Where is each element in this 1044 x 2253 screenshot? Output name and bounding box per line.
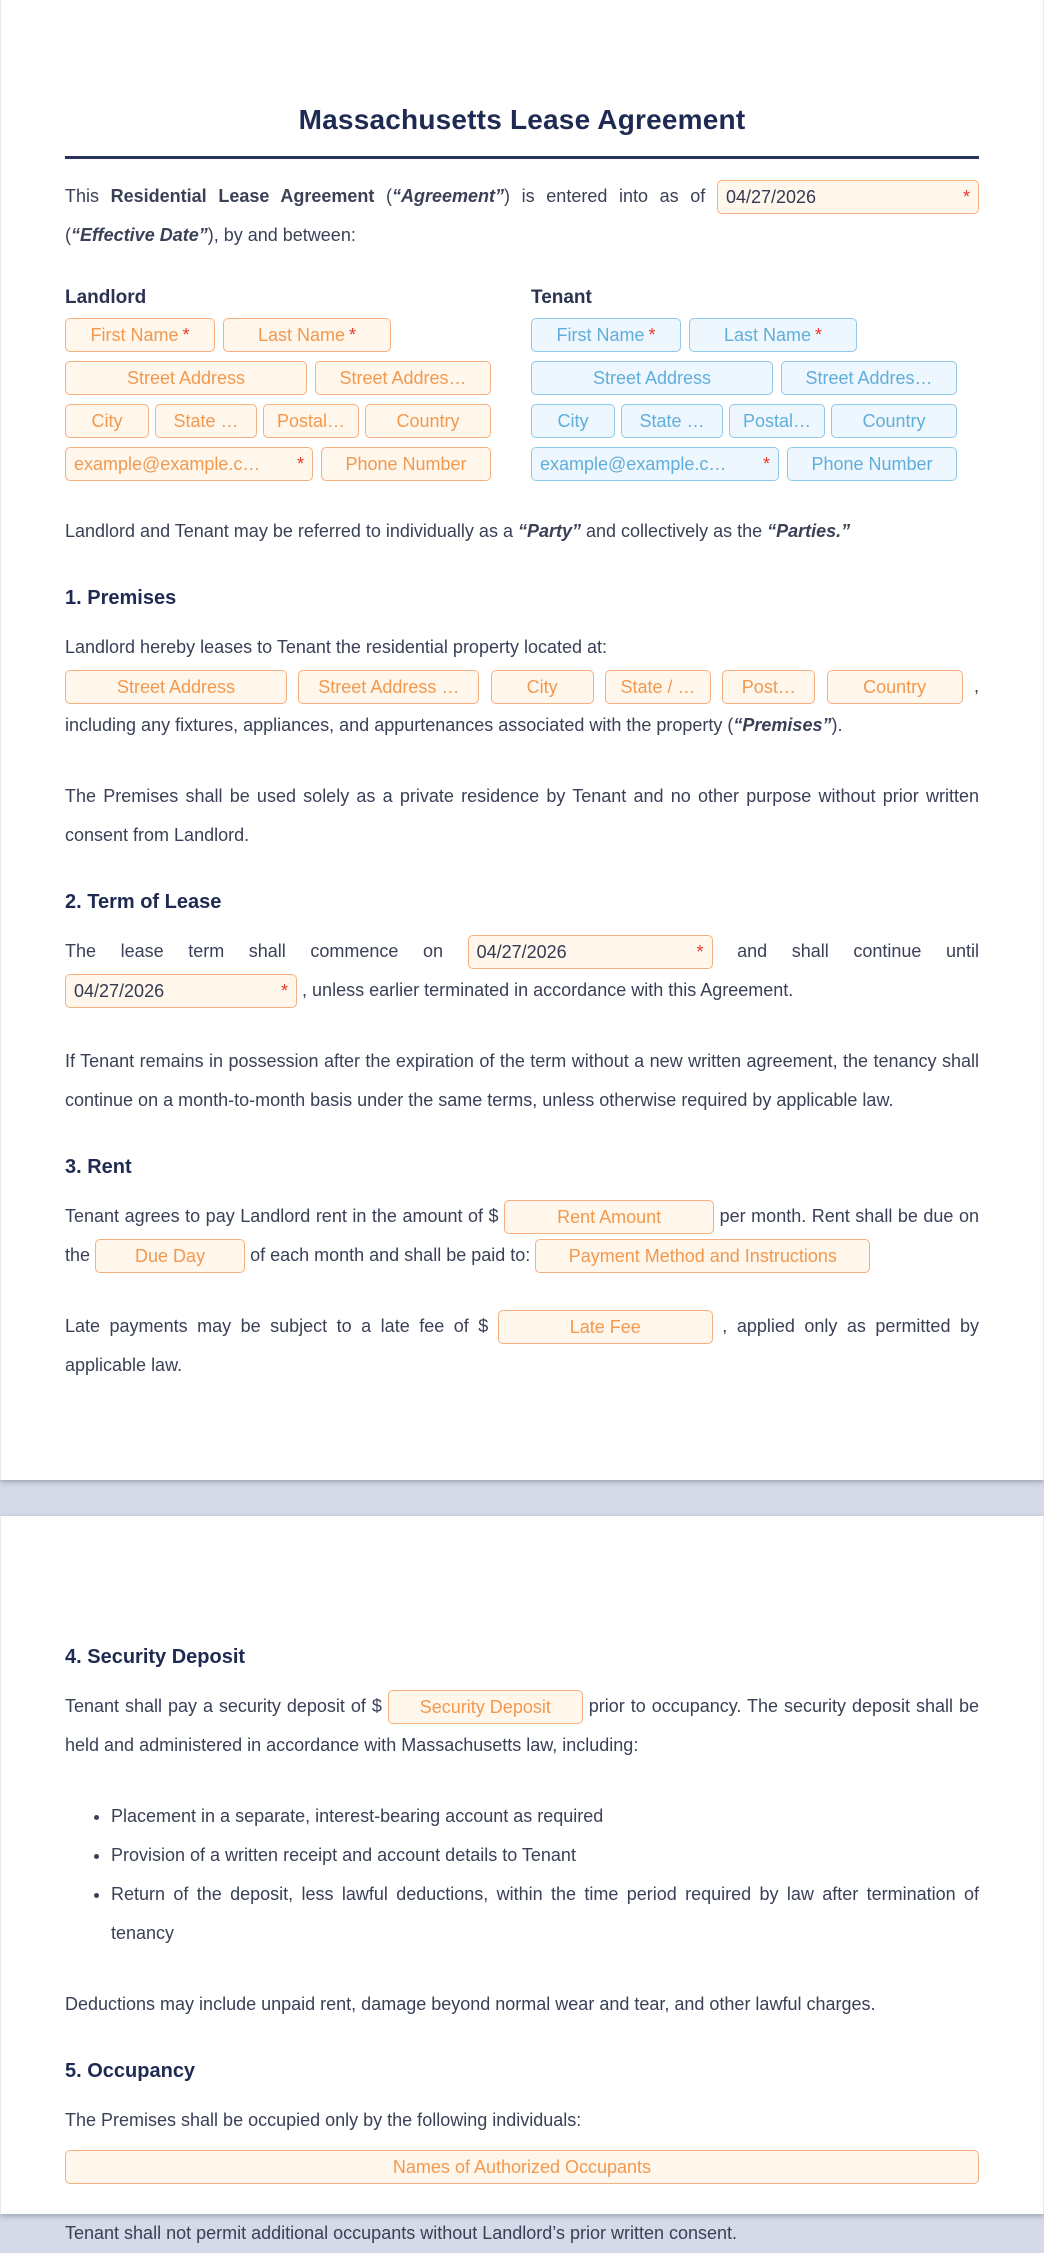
landlord-block — [65, 287, 491, 490]
placeholder: Street Address — [592, 367, 712, 388]
document-title: Massachusetts Lease Agreement — [298, 104, 746, 135]
premises-postal-input[interactable] — [722, 670, 815, 704]
premises-street2-input[interactable] — [298, 670, 479, 704]
tenant-street2-input[interactable] — [781, 361, 957, 395]
field-comma-group — [65, 980, 307, 1000]
placeholder: City — [91, 410, 123, 431]
authorized-occupants-input[interactable] — [65, 2150, 979, 2184]
agreement-title-bold: Residential Lease Agreement — [110, 186, 375, 206]
placeholder: Payment Method and Instructions — [568, 1245, 837, 1266]
text-run: , — [302, 980, 308, 1000]
tenant-email-input[interactable] — [531, 447, 779, 481]
landlord-label: Landlord — [65, 287, 147, 308]
placeholder: Phone Number — [811, 453, 933, 474]
required-asterisk: * — [648, 324, 656, 345]
occupancy-consent-paragraph: Tenant shall not permit additional occupants without Landlord’s prior written consent. — [65, 2223, 738, 2243]
placeholder: example@example.c… — [74, 453, 261, 474]
placeholder: Street Address — [126, 367, 246, 388]
tenant-street-input[interactable] — [531, 361, 773, 395]
section-heading-rent: 3. Rent — [65, 1156, 132, 1178]
required-asterisk: * — [349, 324, 357, 345]
text-run: unless earlier terminated in accordance with this Agreement. — [312, 980, 794, 1000]
section-heading-premises: 1. Premises — [65, 587, 177, 609]
text-run: and collectively as the — [586, 521, 763, 541]
title-divider — [65, 156, 979, 159]
rent-amount-input[interactable] — [504, 1200, 714, 1234]
field-comma-group — [827, 676, 979, 696]
tenant-block — [531, 287, 957, 490]
effective-date-input[interactable] — [717, 180, 979, 214]
text-run: ). — [831, 715, 843, 735]
placeholder: Security Deposit — [419, 1696, 551, 1717]
text-run: Tenant agrees to pay Landlord rent in the amount of $ — [65, 1206, 499, 1226]
required-asterisk: * — [296, 453, 304, 474]
late-fee-paragraph — [65, 1307, 979, 1385]
text-run: The lease term shall commence on — [65, 941, 443, 961]
premises-country-input[interactable] — [827, 670, 963, 704]
list-item: • Return of the deposit, less lawful deductions, within the time period required by law after termination of tenancy — [111, 1875, 979, 1953]
placeholder: State … — [639, 410, 705, 431]
landlord-country-input[interactable] — [365, 404, 491, 438]
landlord-last-name-input[interactable] — [223, 318, 391, 352]
defined-term: “Effective Date” — [71, 225, 208, 245]
term-paragraph — [65, 932, 979, 1010]
rent-paragraph — [65, 1197, 979, 1275]
text-run: of each month and shall be paid to: — [250, 1245, 531, 1265]
placeholder: Country — [863, 676, 927, 697]
defined-term: “Parties.” — [767, 521, 851, 541]
deposit-requirements-list — [65, 1797, 979, 1953]
placeholder: City — [526, 676, 558, 697]
text-run: , — [722, 1316, 728, 1336]
placeholder: Street Address — [116, 676, 236, 697]
placeholder: Last Name — [723, 324, 812, 345]
text-run: ) is entered into as of — [504, 186, 706, 206]
placeholder: Postal… — [742, 410, 812, 431]
tenant-street-row — [531, 361, 957, 395]
placeholder: First Name — [556, 324, 645, 345]
tenant-state-input[interactable] — [621, 404, 723, 438]
landlord-street2-input[interactable] — [315, 361, 491, 395]
placeholder: example@example.c… — [540, 453, 727, 474]
landlord-postal-input[interactable] — [263, 404, 359, 438]
section-heading-deposit: 4. Security Deposit — [65, 1646, 246, 1668]
text-run: Tenant shall pay a security deposit of $ — [65, 1696, 382, 1716]
text-run: Landlord and Tenant may be referred to individually as a — [65, 521, 513, 541]
placeholder: State / … — [620, 676, 696, 697]
landlord-state-input[interactable] — [155, 404, 257, 438]
premises-paragraph — [65, 628, 979, 745]
required-asterisk: * — [962, 186, 970, 207]
premises-use-paragraph: The Premises shall be used solely as a private residence by Tenant and no other purpose without prior written consent from Landlord. — [65, 786, 979, 845]
page-2 — [0, 1516, 1044, 2243]
commencement-date-input[interactable] — [468, 935, 713, 969]
placeholder: Postal… — [276, 410, 346, 431]
occupancy-paragraph: The Premises shall be occupied only by the following individuals: — [65, 2110, 582, 2130]
field-comma-group — [498, 1316, 728, 1336]
due-day-input[interactable] — [95, 1239, 245, 1273]
defined-term: “Agreement” — [392, 186, 505, 206]
parties-section — [65, 287, 979, 490]
landlord-street-input[interactable] — [65, 361, 307, 395]
placeholder: Street Addres… — [339, 367, 467, 388]
page-break — [0, 1480, 1044, 1516]
section-heading-term: 2. Term of Lease — [65, 891, 222, 913]
text-run: per month. Rent shall be due on the — [65, 1206, 979, 1265]
tenant-contact-row — [531, 447, 957, 481]
end-date-input[interactable] — [65, 974, 297, 1008]
list-item: • Provision of a written receipt and account details to Tenant — [111, 1836, 979, 1875]
payment-method-input[interactable] — [535, 1239, 870, 1273]
placeholder: Country — [396, 410, 460, 431]
tenant-country-input[interactable] — [831, 404, 957, 438]
text-run: ), by and between: — [207, 225, 356, 245]
placeholder: Names of Authorized Occupants — [392, 2156, 652, 2177]
placeholder: Country — [862, 410, 926, 431]
premises-street-input[interactable] — [65, 670, 287, 704]
placeholder: Post… — [741, 676, 796, 697]
premises-city-input[interactable] — [491, 670, 594, 704]
required-asterisk: * — [762, 453, 770, 474]
tenant-label: Tenant — [531, 287, 592, 308]
defined-term: “Party” — [517, 521, 581, 541]
placeholder: First Name — [90, 324, 179, 345]
landlord-name-row — [65, 318, 491, 352]
text-run: This — [65, 186, 100, 206]
required-asterisk: * — [815, 324, 823, 345]
premises-state-input[interactable] — [605, 670, 711, 704]
tenant-city-input[interactable] — [531, 404, 615, 438]
security-deposit-input[interactable] — [388, 1690, 583, 1724]
tenant-postal-input[interactable] — [729, 404, 825, 438]
landlord-contact-row — [65, 447, 491, 481]
intro-paragraph — [65, 177, 979, 255]
list-item: • Placement in a separate, interest-bearing account as required — [111, 1797, 979, 1836]
landlord-email-input[interactable] — [65, 447, 313, 481]
tenant-last-name-input[interactable] — [689, 318, 857, 352]
tenant-first-name-input[interactable] — [531, 318, 681, 352]
required-asterisk: * — [696, 941, 704, 962]
landlord-city-row — [65, 404, 491, 438]
text-run: applied only as permitted by applicable law. — [65, 1316, 979, 1375]
landlord-first-name-input[interactable] — [65, 318, 215, 352]
placeholder: Street Address … — [318, 676, 460, 697]
text-run: ( — [386, 186, 392, 206]
defined-term: “Premises” — [733, 715, 832, 735]
placeholder: Phone Number — [345, 453, 467, 474]
text-run: Landlord hereby leases to Tenant the residential property located at: — [65, 637, 608, 657]
required-asterisk: * — [280, 980, 288, 1001]
section-heading-occupancy: 5. Occupancy — [65, 2060, 196, 2082]
placeholder: State … — [173, 410, 239, 431]
placeholder: Street Addres… — [805, 367, 933, 388]
landlord-phone-input[interactable] — [321, 447, 491, 481]
end-date-value: 04/27/2026 — [74, 980, 165, 1001]
text-run: and shall continue until — [737, 941, 979, 961]
deductions-paragraph: Deductions may include unpaid rent, damage beyond normal wear and tear, and other lawful charges. — [65, 1994, 876, 2014]
holdover-paragraph: If Tenant remains in possession after the expiration of the term without a new written agreement, the tenancy shall continue on a month-to-month basis under the same terms, unless otherwise required by applicable law. — [65, 1051, 979, 1110]
placeholder: Due Day — [135, 1245, 206, 1266]
text-run: prior to occupancy. The security deposit shall be held and administered in accordance with Massachusetts law, including: — [65, 1696, 979, 1755]
placeholder: Late Fee — [569, 1316, 641, 1337]
placeholder: Rent Amount — [557, 1206, 662, 1227]
required-asterisk: * — [182, 324, 190, 345]
text-run: ( — [65, 225, 71, 245]
text-run: , — [973, 676, 979, 696]
effective-date-value: 04/27/2026 — [725, 186, 817, 207]
text-run: including any fixtures, appliances, and appurtenances associated with the property ( — [65, 715, 734, 735]
deposit-paragraph — [65, 1687, 979, 1765]
placeholder: City — [557, 410, 589, 431]
tenant-phone-input[interactable] — [787, 447, 957, 481]
late-fee-input[interactable] — [498, 1310, 713, 1344]
landlord-city-input[interactable] — [65, 404, 149, 438]
commencement-date-value: 04/27/2026 — [476, 941, 567, 962]
placeholder: Last Name — [257, 324, 346, 345]
tenant-name-row — [531, 318, 957, 352]
text-run: Late payments may be subject to a late fee of $ — [65, 1316, 489, 1336]
parties-note-paragraph — [65, 512, 979, 551]
landlord-street-row — [65, 361, 491, 395]
tenant-city-row — [531, 404, 957, 438]
